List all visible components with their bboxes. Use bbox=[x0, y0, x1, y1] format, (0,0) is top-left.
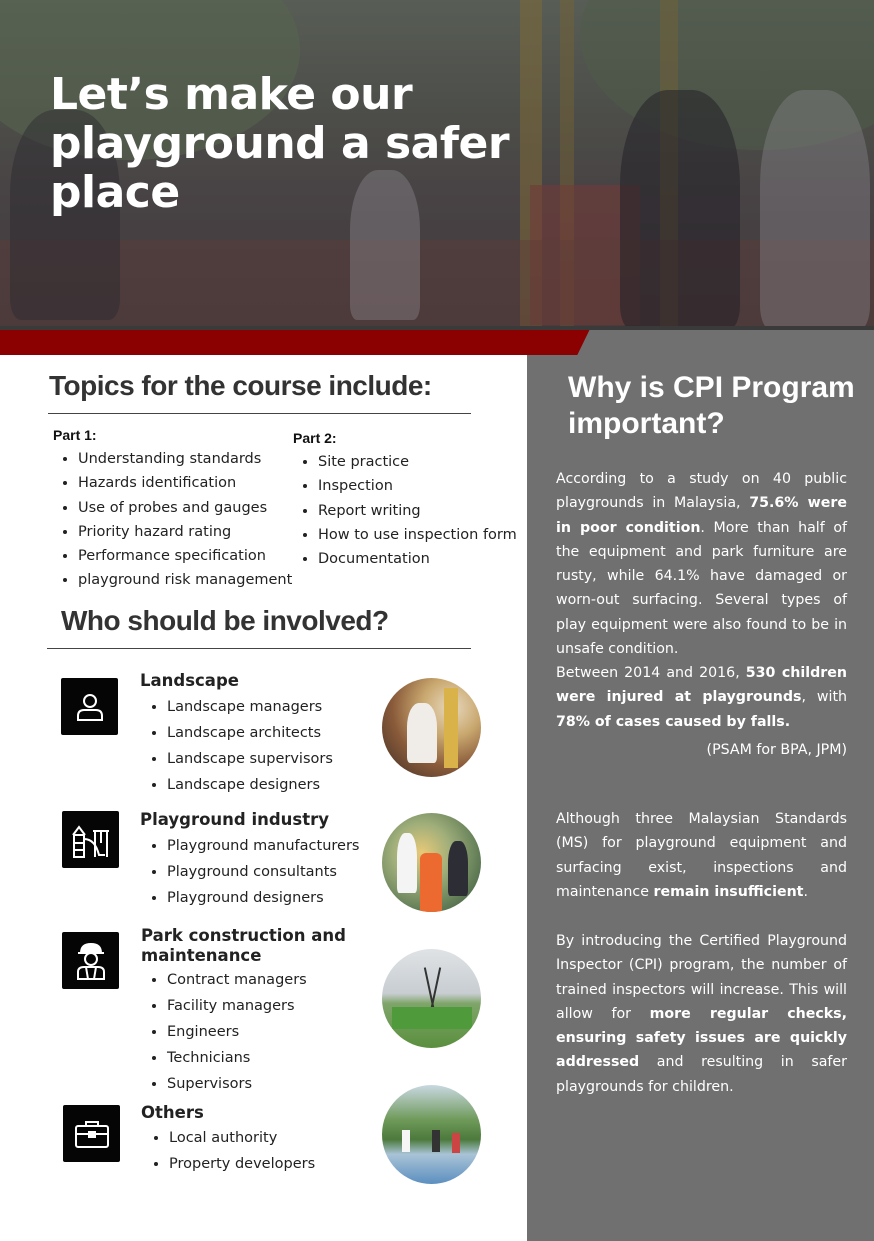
person-silhouette bbox=[448, 841, 468, 896]
list-item: • Report writing bbox=[318, 499, 517, 523]
landscape-list bbox=[141, 694, 333, 798]
list-item: • Hazards identification bbox=[78, 471, 292, 495]
list-item: • Landscape managers bbox=[167, 694, 333, 720]
list-item: • Inspection bbox=[318, 474, 517, 498]
park-construction-list bbox=[141, 967, 307, 1097]
list-item: • Technicians bbox=[167, 1045, 307, 1071]
playground-industry-list bbox=[141, 833, 359, 911]
person-silhouette bbox=[407, 703, 437, 763]
list-item: • Playground manufacturers bbox=[167, 833, 359, 859]
paragraph-emphasis: 78% of cases caused by falls. bbox=[556, 713, 791, 730]
why-paragraph-3 bbox=[556, 807, 847, 904]
list-item: • Site practice bbox=[318, 450, 517, 474]
page-title: Let’s make our playground a safer place bbox=[50, 69, 510, 218]
person-silhouette bbox=[402, 1130, 410, 1152]
paragraph-emphasis: remain insufficient bbox=[653, 883, 804, 900]
list-item: • Performance specification bbox=[78, 544, 292, 568]
list-item: • Use of probes and gauges bbox=[78, 496, 292, 520]
why-heading: Why is CPI Program important? bbox=[568, 371, 855, 440]
paragraph-text: By introducing the Certified Playground Inspector (CPI) program, the number of trained inspectors will increase. This will allow for bbox=[556, 933, 847, 1022]
playground-icon bbox=[62, 811, 119, 868]
playground-pole bbox=[444, 688, 458, 768]
paragraph-text: According to a study on 40 public playgrounds in Malaysia, bbox=[556, 471, 847, 512]
park-construction-photo bbox=[382, 949, 481, 1048]
list-item: • Contract managers bbox=[167, 967, 307, 993]
list-item: • Local authority bbox=[169, 1125, 315, 1151]
why-paragraph-2 bbox=[556, 661, 847, 734]
list-item: • Engineers bbox=[167, 1019, 307, 1045]
part1-title: Part 1: bbox=[53, 427, 97, 443]
list-item: • Landscape supervisors bbox=[167, 746, 333, 772]
part1-list bbox=[53, 447, 292, 593]
landscape-photo bbox=[382, 678, 481, 777]
list-item: • playground risk management bbox=[78, 568, 292, 592]
paragraph-emphasis: more regular checks, ensuring safety issues are quickly addressed bbox=[556, 1005, 848, 1071]
person-silhouette bbox=[432, 1130, 440, 1152]
list-item: • Understanding standards bbox=[78, 447, 292, 471]
turf-shape bbox=[392, 1007, 472, 1029]
part2-title: Part 2: bbox=[293, 430, 337, 446]
list-item: • Supervisors bbox=[167, 1071, 307, 1097]
list-item: • Documentation bbox=[318, 547, 517, 571]
others-photo bbox=[382, 1085, 481, 1184]
involved-heading-rule bbox=[47, 648, 471, 649]
briefcase-icon bbox=[63, 1105, 120, 1162]
slide-shape bbox=[420, 853, 442, 912]
paragraph-emphasis: 75.6% were in poor condition bbox=[556, 495, 847, 536]
person-silhouette bbox=[452, 1133, 460, 1153]
list-item: • Landscape designers bbox=[167, 772, 333, 798]
paragraph-text: and resulting in safer playgrounds for children. bbox=[556, 1054, 847, 1095]
involved-heading: Who should be involved? bbox=[61, 605, 389, 636]
source-citation: (PSAM for BPA, JPM) bbox=[706, 742, 847, 758]
paragraph-text: Although three Malaysian Standards (MS) for playground equipment and surfacing exist, inspections and maintenance bbox=[556, 811, 847, 900]
group-title-landscape: Landscape bbox=[140, 671, 239, 690]
group-title-others: Others bbox=[141, 1103, 204, 1122]
others-list bbox=[143, 1125, 315, 1177]
why-paragraph-1 bbox=[556, 467, 847, 661]
hero-divider bbox=[0, 326, 874, 330]
hardhat-worker-icon bbox=[62, 932, 119, 989]
list-item: • Landscape architects bbox=[167, 720, 333, 746]
paragraph-text: . bbox=[803, 883, 808, 900]
list-item: • Facility managers bbox=[167, 993, 307, 1019]
list-item: • Playground consultants bbox=[167, 859, 359, 885]
list-item: • How to use inspection form bbox=[318, 523, 517, 547]
hero-banner-photo bbox=[0, 0, 874, 330]
red-accent-band bbox=[0, 330, 642, 355]
person-silhouette bbox=[397, 833, 417, 893]
topics-heading: Topics for the course include: bbox=[49, 370, 432, 401]
list-item: • Playground designers bbox=[167, 885, 359, 911]
topics-heading-rule bbox=[48, 413, 471, 414]
playground-industry-photo bbox=[382, 813, 481, 912]
paragraph-text: . More than half of the equipment and park furniture are rusty, while 64.1% have damaged or worn-out surfacing. Several types of play equipment were also found to be in unsafe condition. bbox=[556, 519, 847, 658]
group-title-playground-industry: Playground industry bbox=[140, 810, 330, 829]
list-item: • Property developers bbox=[169, 1151, 315, 1177]
part2-list bbox=[293, 450, 517, 571]
paragraph-text: Between 2014 and 2016, bbox=[556, 665, 746, 681]
list-item: • Priority hazard rating bbox=[78, 520, 292, 544]
why-paragraph-4 bbox=[556, 929, 847, 1099]
group-title-park-construction: Park construction and maintenance bbox=[141, 926, 346, 965]
paragraph-emphasis: 530 children were injured at playgrounds bbox=[556, 665, 848, 706]
person-icon bbox=[61, 678, 118, 735]
paragraph-text: , with bbox=[801, 689, 848, 706]
